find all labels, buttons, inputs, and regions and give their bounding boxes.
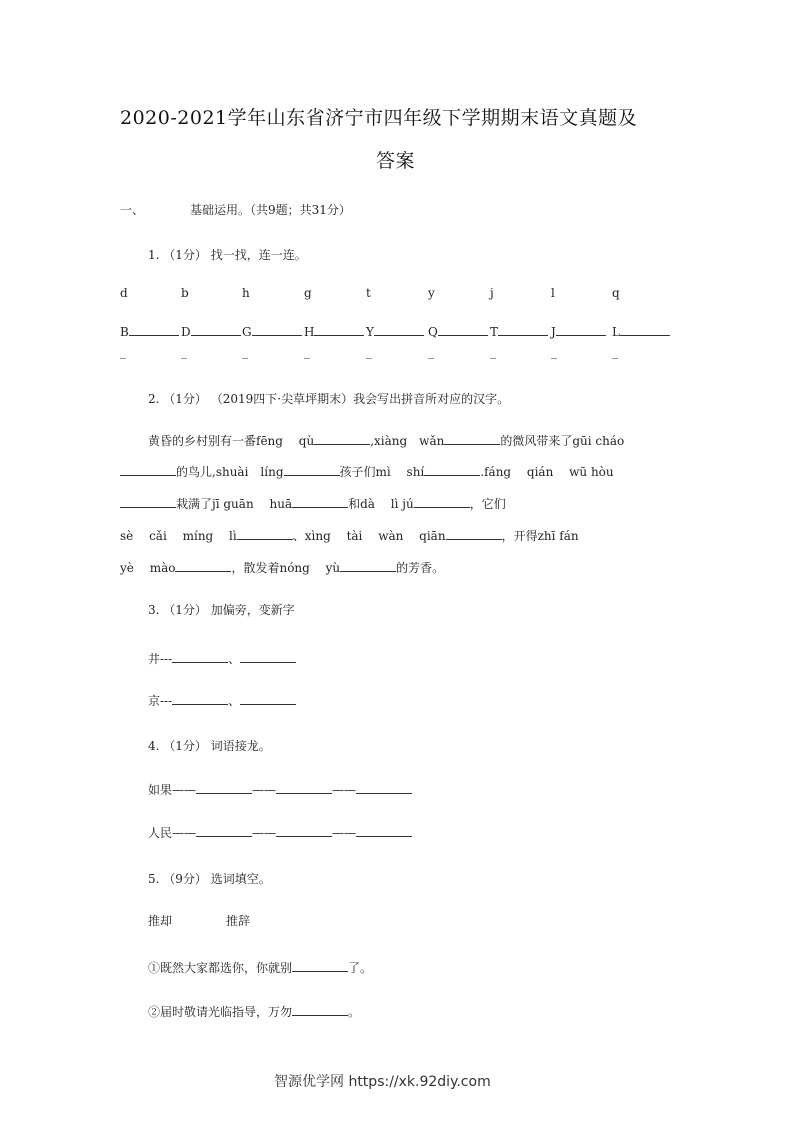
q4-row bbox=[148, 824, 412, 841]
answer-blank[interactable] bbox=[444, 432, 500, 445]
q1-lower-letter: q bbox=[612, 286, 620, 300]
wrapped-underscore: _ bbox=[242, 345, 248, 359]
q3-row bbox=[148, 650, 296, 667]
q1-upper-blank[interactable] bbox=[490, 323, 548, 339]
answer-blank[interactable] bbox=[129, 323, 179, 336]
answer-blank[interactable] bbox=[414, 495, 470, 508]
q2-line bbox=[120, 495, 506, 512]
question-4-header: 4. （1分） 词语接龙。 bbox=[148, 739, 271, 753]
q1-upper-letter: Y bbox=[366, 325, 374, 339]
wrapped-underscore: _ bbox=[366, 345, 372, 359]
q5-text: ②届时敬请光临指导，万勿 bbox=[148, 1005, 293, 1019]
q1-upper-letter: B bbox=[120, 325, 129, 339]
separator: —— bbox=[252, 826, 277, 840]
answer-blank[interactable] bbox=[356, 781, 412, 794]
q1-upper-letter: L bbox=[612, 325, 620, 339]
answer-blank[interactable] bbox=[438, 323, 488, 336]
q2-text: 栽满了jī guān huā bbox=[176, 497, 293, 511]
q1-upper-blank[interactable] bbox=[366, 323, 424, 339]
q1-upper-blank[interactable] bbox=[551, 323, 606, 339]
answer-blank[interactable] bbox=[314, 432, 370, 445]
q1-upper-letter: D bbox=[181, 325, 191, 339]
question-5-header: 5. （9分） 选词填空。 bbox=[148, 872, 271, 886]
q2-line bbox=[120, 463, 614, 480]
q1-upper-letter: J bbox=[551, 325, 556, 339]
q5-word-option: 推却 bbox=[148, 914, 173, 928]
wrapped-underscore: _ bbox=[490, 345, 496, 359]
answer-blank[interactable] bbox=[446, 527, 502, 540]
answer-blank[interactable] bbox=[120, 495, 176, 508]
answer-blank[interactable] bbox=[237, 527, 293, 540]
q1-lower-letter: b bbox=[181, 286, 189, 300]
answer-blank[interactable] bbox=[556, 323, 606, 336]
q1-upper-blank[interactable] bbox=[612, 323, 670, 339]
q1-lower-letter: j bbox=[490, 286, 494, 300]
q2-text: 、xìng tài wàn qiān bbox=[292, 529, 446, 543]
wrapped-underscore: _ bbox=[120, 345, 126, 359]
answer-blank[interactable] bbox=[276, 781, 332, 794]
wrapped-underscore: _ bbox=[428, 345, 434, 359]
q4-row bbox=[148, 781, 412, 798]
q2-text: ，它们 bbox=[469, 497, 506, 511]
answer-blank[interactable] bbox=[424, 463, 480, 476]
separator: 、 bbox=[228, 652, 241, 666]
answer-blank[interactable] bbox=[374, 323, 424, 336]
answer-blank[interactable] bbox=[356, 824, 412, 837]
q3-row bbox=[148, 692, 296, 709]
answer-blank[interactable] bbox=[620, 323, 670, 336]
q1-upper-blank[interactable] bbox=[304, 323, 364, 339]
q2-text: ，开得zhī fán bbox=[501, 529, 579, 543]
q2-text: 的鸟儿,shuài líng bbox=[176, 465, 284, 479]
answer-blank[interactable] bbox=[284, 463, 340, 476]
wrapped-underscore: _ bbox=[612, 345, 618, 359]
answer-blank[interactable] bbox=[240, 692, 296, 705]
q4-word: 如果—— bbox=[148, 783, 197, 797]
q2-text: 的微风带来了gūi cháo bbox=[500, 434, 625, 448]
q2-text: ，散发着nóng yù bbox=[231, 561, 341, 575]
q5-word-option: 推辞 bbox=[226, 914, 251, 928]
wrapped-underscore: _ bbox=[551, 345, 557, 359]
footer-watermark: 智源优学网 https://xk.92diy.com bbox=[274, 1074, 491, 1090]
question-2-header: 2. （1分） （2019四下·尖草坪期末）我会写出拼音所对应的汉字。 bbox=[148, 392, 510, 406]
q1-upper-blank[interactable] bbox=[242, 323, 302, 339]
q2-line bbox=[120, 527, 579, 544]
answer-blank[interactable] bbox=[292, 1003, 348, 1016]
q2-text: .fáng qián wū hòu bbox=[480, 465, 614, 479]
answer-blank[interactable] bbox=[191, 323, 241, 336]
separator: —— bbox=[332, 783, 357, 797]
q1-lower-letter: h bbox=[242, 286, 250, 300]
answer-blank[interactable] bbox=[292, 495, 348, 508]
answer-blank[interactable] bbox=[340, 559, 396, 572]
q5-text: ①既然大家都选你，你就别 bbox=[148, 961, 293, 975]
answer-blank[interactable] bbox=[196, 824, 252, 837]
separator: —— bbox=[332, 826, 357, 840]
q1-lower-letter: t bbox=[366, 286, 371, 300]
q2-text: sè cǎi míng lì bbox=[120, 529, 237, 543]
question-1-header: 1. （1分） 找一找，连一连。 bbox=[148, 248, 307, 262]
answer-blank[interactable] bbox=[240, 650, 296, 663]
answer-blank[interactable] bbox=[120, 463, 176, 476]
q1-lower-letter: l bbox=[551, 286, 555, 300]
q3-char: 井--- bbox=[148, 652, 173, 666]
section-heading: 基础运用。（共9题；共31分） bbox=[190, 203, 351, 217]
q1-upper-blank[interactable] bbox=[120, 323, 179, 339]
answer-blank[interactable] bbox=[196, 781, 252, 794]
q2-text: yè mào bbox=[120, 561, 176, 575]
answer-blank[interactable] bbox=[172, 692, 228, 705]
q1-lower-letter: y bbox=[428, 286, 435, 300]
q5-text: 。 bbox=[348, 1005, 361, 1019]
section-number: 一、 bbox=[120, 203, 145, 217]
document-title-line1: 2020-2021学年山东省济宁市四年级下学期期末语文真题及 bbox=[120, 107, 638, 129]
q1-upper-letter: G bbox=[242, 325, 252, 339]
q2-text: 孩子们mì shí bbox=[339, 465, 425, 479]
answer-blank[interactable] bbox=[276, 824, 332, 837]
q2-text: 黄昏的乡村别有一番fēng qù bbox=[148, 434, 315, 448]
q1-upper-letter: H bbox=[304, 325, 315, 339]
q2-line bbox=[120, 559, 444, 576]
q1-lower-letter: g bbox=[304, 286, 312, 300]
answer-blank[interactable] bbox=[292, 959, 348, 972]
q5-text: 了。 bbox=[348, 961, 373, 975]
question-3-header: 3. （1分） 加偏旁，变新字 bbox=[148, 603, 295, 617]
answer-blank[interactable] bbox=[175, 559, 231, 572]
q5-sentence bbox=[148, 1003, 360, 1020]
wrapped-underscore: _ bbox=[304, 345, 310, 359]
q2-line bbox=[148, 432, 624, 449]
answer-blank[interactable] bbox=[252, 323, 302, 336]
answer-blank[interactable] bbox=[314, 323, 364, 336]
q1-lower-letter: d bbox=[120, 286, 128, 300]
q5-sentence bbox=[148, 959, 372, 976]
wrapped-underscore: _ bbox=[181, 345, 187, 359]
answer-blank[interactable] bbox=[172, 650, 228, 663]
q4-word: 人民—— bbox=[148, 826, 197, 840]
q1-upper-blank[interactable] bbox=[181, 323, 241, 339]
separator: —— bbox=[252, 783, 277, 797]
q2-text: ,xiàng wǎn bbox=[370, 434, 445, 448]
q3-char: 京--- bbox=[148, 694, 173, 708]
q2-text: 和dà lì jú bbox=[348, 497, 414, 511]
q1-upper-letter: T bbox=[490, 325, 499, 339]
q1-upper-blank[interactable] bbox=[428, 323, 488, 339]
q1-upper-letter: Q bbox=[428, 325, 438, 339]
separator: 、 bbox=[228, 694, 241, 708]
answer-blank[interactable] bbox=[498, 323, 548, 336]
q2-text: 的芳香。 bbox=[396, 561, 445, 575]
document-title-line2: 答案 bbox=[376, 150, 416, 172]
